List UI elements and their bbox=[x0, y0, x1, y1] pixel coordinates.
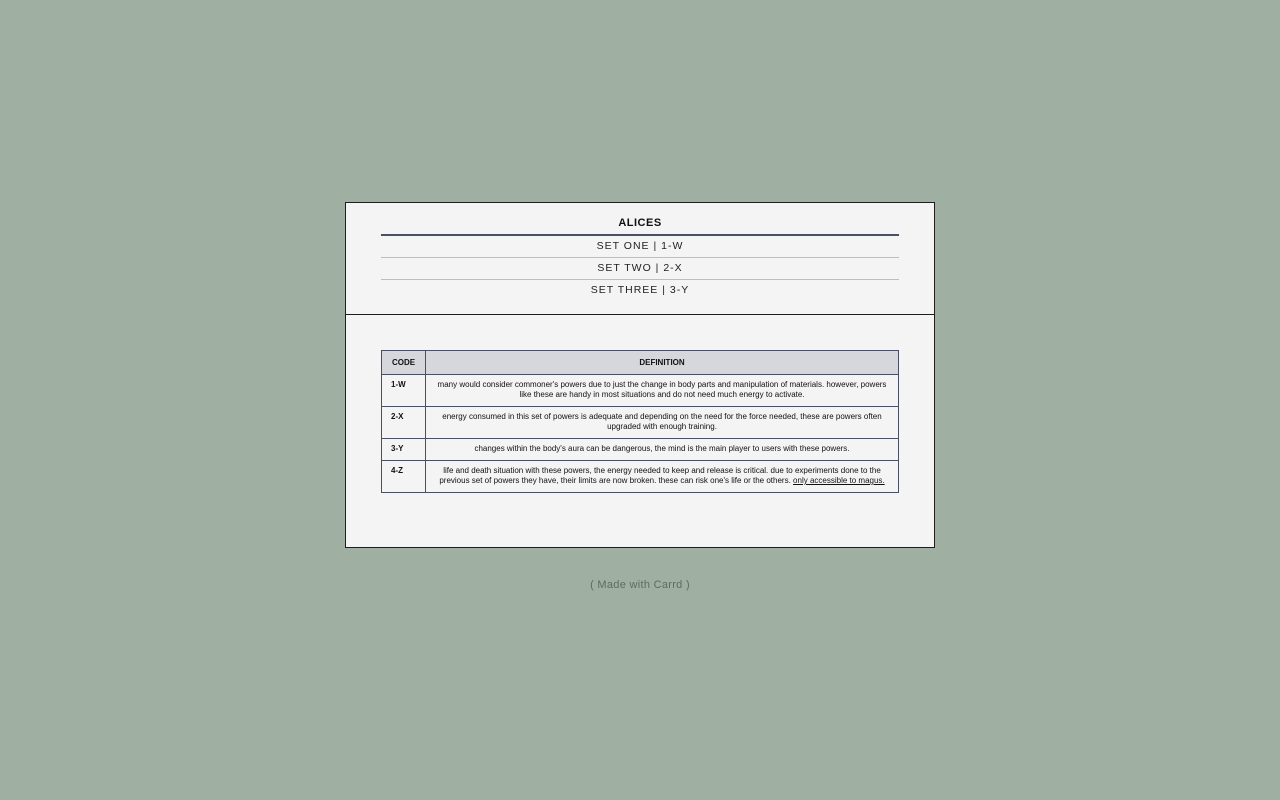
row-code: 1-W bbox=[382, 375, 426, 407]
table-row bbox=[382, 375, 899, 407]
table-row bbox=[382, 407, 899, 439]
table-header-row bbox=[382, 351, 899, 375]
set-navigation bbox=[381, 216, 899, 301]
magus-only-link[interactable]: only accessible to magus. bbox=[793, 476, 885, 485]
made-with-carrd-link[interactable]: ( Made with Carrd ) bbox=[590, 579, 690, 591]
row-code: 4-Z bbox=[382, 461, 426, 493]
definitions-table bbox=[381, 350, 899, 493]
row-definition: energy consumed in this set of powers is adequate and depending on the need for the force needed, these are powers often upgraded with enough training. bbox=[426, 407, 899, 439]
row-definition-text: life and death situation with these powers, the energy needed to keep and release is critical. due to experiments done to the previous set of powers they have, their limits are now broken. these can risk one's life or the others. bbox=[439, 466, 881, 485]
nav-item-set-one[interactable]: SET ONE | 1-W bbox=[381, 236, 899, 258]
row-definition bbox=[426, 461, 899, 493]
definitions-card bbox=[345, 314, 935, 548]
column-header-code: CODE bbox=[382, 351, 426, 375]
nav-item-set-three[interactable]: SET THREE | 3-Y bbox=[590, 284, 690, 296]
table-row bbox=[382, 461, 899, 493]
column-header-definition: DEFINITION bbox=[426, 351, 899, 375]
page-title: ALICES bbox=[381, 216, 899, 236]
navigation-card bbox=[345, 202, 935, 315]
nav-item-set-two[interactable]: SET TWO | 2-X bbox=[381, 258, 899, 280]
row-code: 3-Y bbox=[382, 439, 426, 461]
row-code: 2-X bbox=[382, 407, 426, 439]
table-row bbox=[382, 439, 899, 461]
row-definition: many would consider commoner's powers due to just the change in body parts and manipulation of materials. however, powers like these are handy in most situations and do not need much energy to activate. bbox=[426, 375, 899, 407]
row-definition: changes within the body's aura can be dangerous, the mind is the main player to users with these powers. bbox=[426, 439, 899, 461]
